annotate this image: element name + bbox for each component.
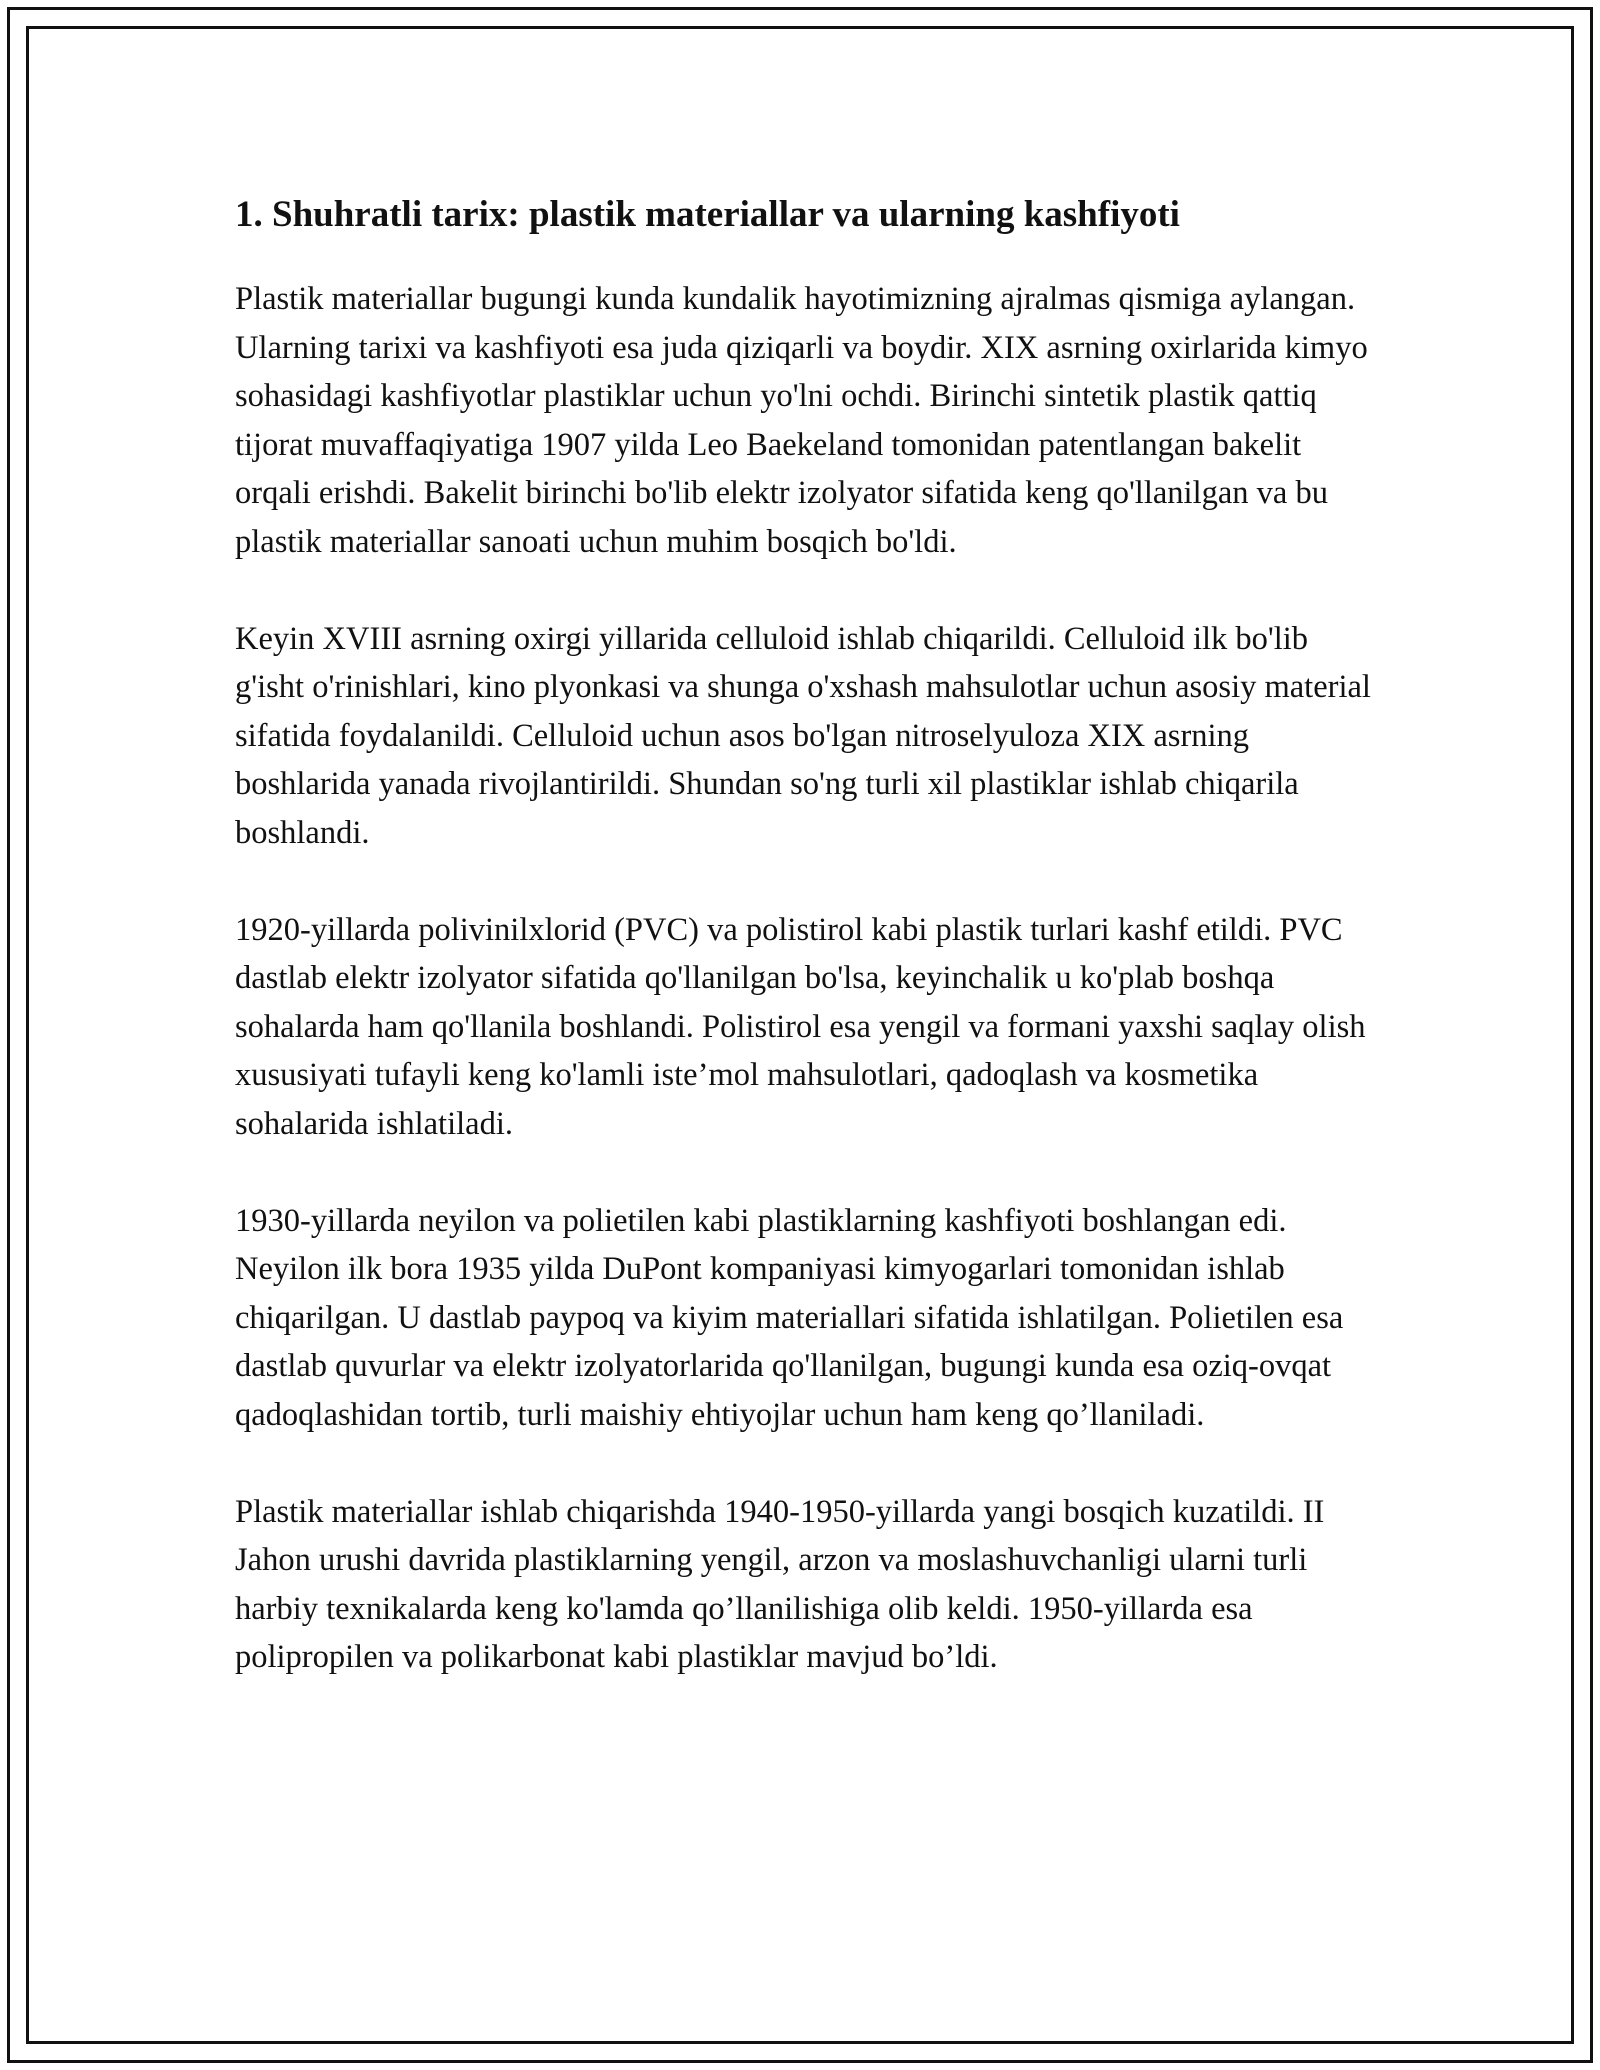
paragraph-postwar-plastics: Plastik materiallar ishlab chiqarishda 1940-1950-yillarda yangi bosqich kuzatildi. II Jahon urushi davrida plastiklarning yengil, arzon va moslashuvchanligi ularni turli harbiy texnikalarda keng ko'lamda qo’llanilishiga olib keldi. 1950-yillarda esa polipropilen va polikarbonat kabi plastiklar mavjud bo’ldi.	[235, 1493, 1325, 1675]
section-heading: 1. Shuhratli tarix: plastik materiallar va ularning kashfiyoti	[235, 194, 1180, 235]
paragraph-pvc-polystyrene: 1920-yillarda polivinilxlorid (PVC) va polistirol kabi plastik turlari kashf etildi. PVC dastlab elektr izolyator sifatida qo'llanilgan bo'lsa, keyinchalik u ko'plab boshqa sohalarda ham qo'llanila boshlandi. Polistirol esa yengil va formani yaxshi saqlay olish xususiyati tufayli keng ko'lamli iste’mol mahsulotlari, qadoqlash va kosmetika sohalarida ishlatiladi.	[235, 911, 1366, 1142]
paragraph-bakelite: Plastik materiallar bugungi kunda kundalik hayotimizning ajralmas qismiga aylangan. Ularning tarixi va kashfiyoti esa juda qiziqarli va boydir. XIX asrning oxirlarida kimyo sohasidagi kashfiyotlar plastiklar uchun yo'lni ochdi. Birinchi sintetik plastik qattiq tijorat muvaffaqiyatiga 1907 yilda Leo Baekeland tomonidan patentlangan bakelit orqali erishdi. Bakelit birinchi bo'lib elektr izolyator sifatida keng qo'llanilgan va bu plastik materiallar sanoati uchun muhim bosqich bo'ldi.	[235, 281, 1368, 560]
paragraph-celluloid: Keyin XVIII asrning oxirgi yillarida celluloid ishlab chiqarildi. Celluloid ilk bo'lib g'isht o'rinishlari, kino plyonkasi va shunga o'xshash mahsulotlar uchun asosiy material sifatida foydalanildi. Celluloid uchun asos bo'lgan nitroselyuloza XIX asrning boshlarida yanada rivojlantirildi. Shundan so'ng turli xil plastiklar ishlab chiqarila boshlandi.	[235, 620, 1371, 851]
document-body	[235, 185, 1375, 1730]
paragraph-nylon-polyethylene: 1930-yillarda neyilon va polietilen kabi plastiklarning kashfiyoti boshlangan edi. Neyilon ilk bora 1935 yilda DuPont kompaniyasi kimyogarlari tomonidan ishlab chiqarilgan. U dastlab paypoq va kiyim materiallari sifatida ishlatilgan. Polietilen esa dastlab quvurlar va elektr izolyatorlarida qo'llanilgan, bugungi kunda esa oziq-ovqat qadoqlashidan tortib, turli maishiy ehtiyojlar uchun ham keng qo’llaniladi.	[235, 1202, 1344, 1433]
